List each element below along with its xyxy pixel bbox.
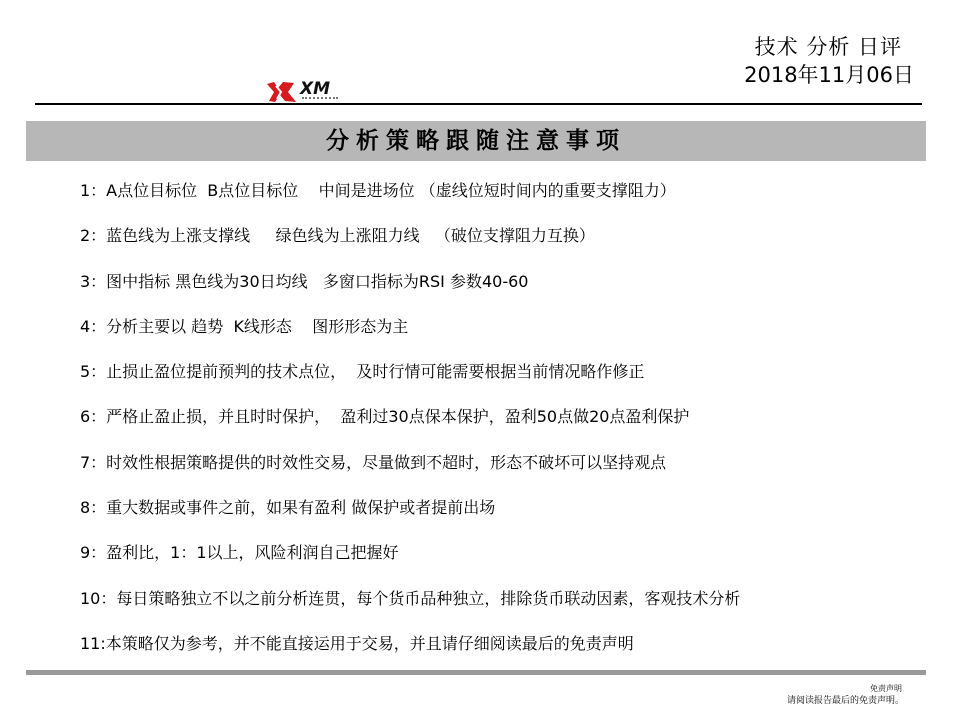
note-item-6: 6：严格止盈止损，并且时时保护， 盈利过30点保本保护，盈利50点做20点盈利保护 [80, 407, 690, 427]
note-item-4: 4：分析主要以 趋势 K线形态 图形形态为主 [80, 316, 409, 336]
note-item-11: 11:本策略仅为参考，并不能直接运用于交易，并且请仔细阅读最后的免责声明 [80, 633, 634, 653]
note-item-3: 3：图中指标 黑色线为30日均线 多窗口指标为RSI 参数40-60 [80, 271, 529, 291]
footer-divider [26, 670, 926, 675]
section-title: 分析策略跟随注意事项 [326, 128, 626, 154]
disclaimer-text: 请阅读报告最后的免责声明。 [786, 696, 904, 706]
note-item-10: 10：每日策略独立不以之前分析连贯，每个货币品种独立，排除货币联动因素，客观技术分析 [80, 588, 741, 608]
xm-logo [266, 80, 340, 104]
report-date: 2018年11月06日 [744, 63, 914, 87]
note-item-1: 1：A点位目标位 B点位目标位 中间是进场位 （虚线位短时间内的重要支撑阻力） [80, 181, 676, 200]
xm-logo-icon [266, 80, 300, 104]
note-item-2: 2：蓝色线为上涨支撑线 绿色线为上涨阻力线 （破位支撑阻力互换） [80, 226, 595, 246]
disclaimer-title: 免责声明 [870, 684, 902, 693]
report-title: 技术 分析 日评 [754, 35, 902, 59]
notes-list [80, 178, 940, 676]
note-item-8: 8：重大数据或事件之前，如果有盈利 做保护或者提前出场 [80, 498, 496, 518]
xm-logo-text: XM [300, 79, 331, 99]
section-banner [26, 121, 926, 161]
note-item-7: 7：时效性根据策略提供的时效性交易，尽量做到不超时，形态不破坏可以坚持观点 [80, 452, 667, 472]
logo-tagline [302, 97, 338, 101]
header-divider [35, 103, 922, 105]
note-item-5: 5：止损止盈位提前预判的技术点位， 及时行情可能需要根据当前情况略作修正 [80, 362, 645, 382]
note-item-9: 9：盈利比，1：1以上，风险利润自己把握好 [80, 543, 399, 563]
